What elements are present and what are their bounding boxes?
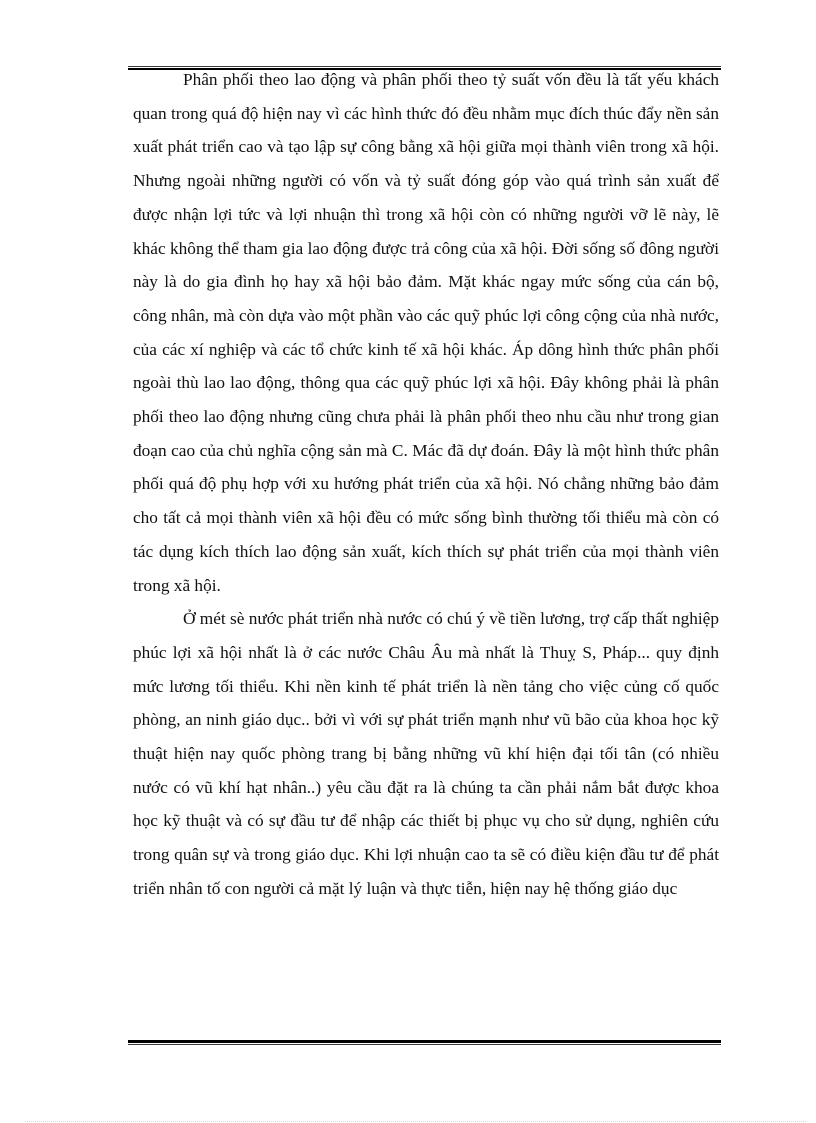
paragraph: Phân phối theo lao động và phân phối theo tỷ suất vốn đều là tất yếu khách quan trong quá độ hiện nay vì các hình thức đó đều nhằm mục đích thúc đẩy nền sản xuất phát triển cao và tạo lập sự công bằng xã hội giữa mọi thành viên trong xã hội. Nhưng ngoài những người có vốn và tỷ suất đóng góp vào quá trình sản xuất để được nhận lợi tức và lợi nhuận thì trong xã hội còn có những người vỡ lẽ này, lẽ khác không thể tham gia lao động được trả công của xã hội. Đời sống số đông người này là do gia đình họ hay xã hội bảo đảm. Mặt khác ngay mức sống của cán bộ, công nhân, mà còn dựa vào một phần vào các quỹ phúc lợi công cộng của nhà nước, của các xí nghiệp và các tổ chức kinh tế xã hội khác. Áp dông hình thức phân phối ngoài thù lao lao động, thông qua các quỹ phúc lợi xã hội. Đây không phải là phân phối theo lao động nhưng cũng chưa phải là phân phối theo nhu cầu như trong gian đoạn cao của chủ nghĩa cộng sản mà C. Mác đã dự đoán. Đây là một hình thức phân phối quá độ phụ hợp với xu hướng phát triển của xã hội. Nó chẳng những bảo đảm cho tất cả mọi thành viên xã hội đều có mức sống bình thường tối thiểu mà còn có tác dụng kích thích lao động sản xuất, kích thích sự phát triển của mọi thành viên trong xã hội.	[133, 70, 719, 595]
paragraph: Ở mét sè nước phát triển nhà nước có chú ý về tiền lương, trợ cấp thất nghiệp phúc lợi xã hội nhất là ở các nước Châu Âu mà nhất là Thuỵ S, Pháp... quy định mức lương tối thiểu. Khi nền kinh tế phát triển là nền tảng cho việc củng cố quốc phòng, an ninh giáo dục.. bởi vì với sự phát triển mạnh như vũ bão của khoa học kỹ thuật hiện nay quốc phòng trang bị bằng những vũ khí hiện đại tối tân (có nhiều nước có vũ khí hạt nhân..) yêu cầu đặt ra là chúng ta cần phải nắm bắt được khoa học kỹ thuật và có sự đầu tư để nhập các thiết bị phục vụ cho sử dụng, nghiên cứu trong quân sự và trong giáo dục. Khi lợi nhuận cao ta sẽ có điều kiện đầu tư để phát triển nhân tố con người cả mặt lý luận và thực tiễn, hiện nay hệ thống giáo dục	[133, 609, 719, 898]
footer-rule-thick-line	[128, 1040, 721, 1043]
footer-double-rule	[128, 1040, 721, 1046]
footer-rule-thin-line	[128, 1044, 721, 1045]
document-body	[133, 63, 719, 906]
page-edge-dotted-line	[25, 1121, 806, 1122]
